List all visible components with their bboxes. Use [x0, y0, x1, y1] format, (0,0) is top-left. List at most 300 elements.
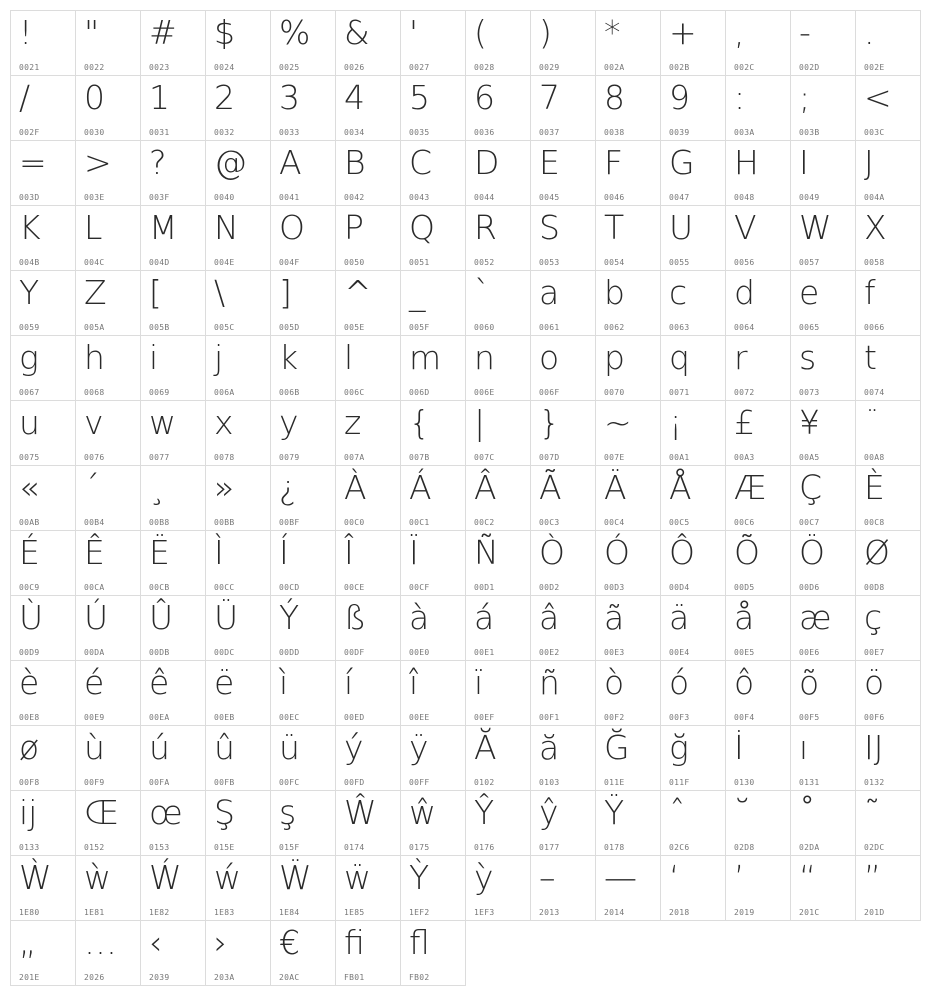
- glyph-cell: [400, 920, 466, 986]
- glyph-cell: [75, 530, 141, 596]
- glyph-code: 005E: [344, 323, 365, 332]
- glyph-code: 201E: [19, 973, 40, 982]
- glyph-char: O: [279, 208, 305, 247]
- glyph-code: 0052: [474, 258, 495, 267]
- glyph-grid: [10, 10, 920, 985]
- glyph-char: }: [539, 403, 560, 442]
- glyph-code: 0036: [474, 128, 495, 137]
- glyph-char: Î: [344, 533, 354, 572]
- glyph-cell: [660, 660, 726, 726]
- glyph-cell: [335, 920, 401, 986]
- glyph-char: Å: [669, 468, 692, 507]
- glyph-cell: [335, 725, 401, 791]
- glyph-code: 004A: [864, 193, 885, 202]
- glyph-char: {: [409, 403, 430, 442]
- glyph-cell: [205, 530, 271, 596]
- glyph-cell: [75, 595, 141, 661]
- glyph-cell: [270, 530, 336, 596]
- glyph-code: 00F3: [669, 713, 690, 722]
- glyph-code: 0030: [84, 128, 105, 137]
- glyph-cell: [855, 270, 921, 336]
- glyph-char: @: [214, 143, 247, 182]
- glyph-code: 0054: [604, 258, 625, 267]
- glyph-cell: [335, 530, 401, 596]
- glyph-code: 00F5: [799, 713, 820, 722]
- glyph-char: õ: [799, 663, 820, 702]
- glyph-cell: [10, 465, 76, 531]
- glyph-cell: [205, 335, 271, 401]
- glyph-code: 00BB: [214, 518, 235, 527]
- glyph-code: 02C6: [669, 843, 690, 852]
- glyph-code: 0132: [864, 778, 885, 787]
- glyph-cell: [660, 205, 726, 271]
- glyph-char: j: [214, 338, 224, 377]
- glyph-code: 0041: [279, 193, 300, 202]
- glyph-cell: [75, 270, 141, 336]
- glyph-char: Û: [149, 598, 174, 637]
- glyph-char: ^: [344, 273, 372, 312]
- glyph-code: 0074: [864, 388, 885, 397]
- glyph-code: 00C6: [734, 518, 755, 527]
- glyph-char: ˜: [864, 793, 881, 832]
- glyph-char: g: [19, 338, 39, 377]
- glyph-char: /: [19, 78, 31, 117]
- glyph-char: Ô: [669, 533, 695, 572]
- glyph-code: 003F: [149, 193, 170, 202]
- glyph-cell: [660, 140, 726, 206]
- glyph-char: è: [19, 663, 40, 702]
- glyph-cell: [10, 400, 76, 466]
- glyph-code: 00E6: [799, 648, 820, 657]
- glyph-char: Ö: [799, 533, 825, 572]
- glyph-cell: [205, 790, 271, 856]
- glyph-cell: [10, 75, 76, 141]
- glyph-cell: [595, 10, 661, 76]
- glyph-cell: [660, 75, 726, 141]
- glyph-char: İ: [734, 728, 744, 767]
- glyph-char: 4: [344, 78, 365, 117]
- glyph-cell: [75, 140, 141, 206]
- glyph-cell: [725, 465, 791, 531]
- glyph-char: [: [149, 273, 162, 312]
- glyph-cell: [855, 10, 921, 76]
- glyph-char: X: [864, 208, 887, 247]
- glyph-char: Ò: [539, 533, 565, 572]
- glyph-char: ã: [604, 598, 625, 637]
- glyph-char: û: [214, 728, 235, 767]
- glyph-cell: [270, 400, 336, 466]
- glyph-cell: [725, 205, 791, 271]
- glyph-code: 0077: [149, 453, 170, 462]
- glyph-code: 0067: [19, 388, 40, 397]
- glyph-char: ê: [149, 663, 170, 702]
- glyph-code: 00CB: [149, 583, 170, 592]
- glyph-char: Ỳ: [409, 858, 430, 897]
- glyph-char: €: [279, 923, 300, 962]
- glyph-code: 00D3: [604, 583, 625, 592]
- glyph-code: 004D: [149, 258, 170, 267]
- glyph-code: 00B8: [149, 518, 170, 527]
- glyph-cell: [270, 335, 336, 401]
- glyph-cell: [335, 10, 401, 76]
- glyph-code: 1E82: [149, 908, 170, 917]
- glyph-cell: [140, 595, 206, 661]
- glyph-code: 00C4: [604, 518, 625, 527]
- glyph-cell: [660, 10, 726, 76]
- glyph-code: 00EA: [149, 713, 170, 722]
- glyph-char: ˘: [734, 793, 751, 832]
- glyph-cell: [400, 595, 466, 661]
- glyph-char: Ğ: [604, 728, 630, 767]
- glyph-char: ă: [539, 728, 560, 767]
- glyph-char: Ç: [799, 468, 823, 507]
- glyph-char: ĳ: [19, 793, 38, 832]
- glyph-code: 0040: [214, 193, 235, 202]
- glyph-cell: [205, 595, 271, 661]
- glyph-char: ‘: [669, 858, 680, 897]
- glyph-char: <: [864, 78, 892, 117]
- glyph-cell: [400, 75, 466, 141]
- glyph-code: 004B: [19, 258, 40, 267]
- glyph-cell: [10, 10, 76, 76]
- glyph-cell: [465, 75, 531, 141]
- glyph-code: 007B: [409, 453, 430, 462]
- glyph-code: 0063: [669, 323, 690, 332]
- glyph-char: Ŷ: [474, 793, 495, 832]
- glyph-char: ﬂ: [409, 923, 430, 962]
- glyph-char: M: [149, 208, 178, 247]
- glyph-code: 0050: [344, 258, 365, 267]
- glyph-code: 0043: [409, 193, 430, 202]
- glyph-code: 2013: [539, 908, 560, 917]
- glyph-char: ¨: [864, 403, 881, 442]
- glyph-code: 00D1: [474, 583, 495, 592]
- glyph-char: ~: [604, 403, 632, 442]
- glyph-cell: [790, 725, 856, 791]
- glyph-cell: [465, 465, 531, 531]
- glyph-char: a: [539, 273, 560, 312]
- glyph-char: Ẃ: [149, 858, 182, 897]
- glyph-cell: [465, 725, 531, 791]
- glyph-code: 002B: [669, 63, 690, 72]
- glyph-char: à: [409, 598, 430, 637]
- glyph-code: 0076: [84, 453, 105, 462]
- glyph-cell: [530, 10, 596, 76]
- glyph-code: 007A: [344, 453, 365, 462]
- glyph-char: W: [799, 208, 832, 247]
- glyph-code: 00CD: [279, 583, 300, 592]
- glyph-cell: [335, 140, 401, 206]
- glyph-cell: [270, 855, 336, 921]
- glyph-char: á: [474, 598, 495, 637]
- glyph-char: >: [84, 143, 112, 182]
- glyph-cell: [465, 140, 531, 206]
- glyph-code: 00B4: [84, 518, 105, 527]
- glyph-char: ý: [344, 728, 364, 767]
- glyph-char: %: [279, 13, 311, 52]
- glyph-char: H: [734, 143, 759, 182]
- glyph-char: Œ: [84, 793, 120, 832]
- glyph-code: 002F: [19, 128, 40, 137]
- glyph-char: â: [539, 598, 560, 637]
- glyph-cell: [790, 595, 856, 661]
- glyph-char: A: [279, 143, 302, 182]
- glyph-code: 00F1: [539, 713, 560, 722]
- glyph-code: 0049: [799, 193, 820, 202]
- glyph-code: 2014: [604, 908, 625, 917]
- glyph-code: 00EE: [409, 713, 430, 722]
- glyph-code: 0032: [214, 128, 235, 137]
- glyph-cell: [530, 400, 596, 466]
- glyph-char: ì: [279, 663, 289, 702]
- glyph-cell: [75, 400, 141, 466]
- glyph-char: |: [474, 403, 486, 442]
- glyph-char: î: [409, 663, 419, 702]
- glyph-code: 2018: [669, 908, 690, 917]
- glyph-cell: [790, 855, 856, 921]
- glyph-cell: [465, 660, 531, 726]
- glyph-cell: [660, 595, 726, 661]
- glyph-char: ,: [734, 13, 745, 52]
- glyph-code: 006A: [214, 388, 235, 397]
- glyph-code: 00C1: [409, 518, 430, 527]
- glyph-code: 0059: [19, 323, 40, 332]
- glyph-cell: [530, 595, 596, 661]
- glyph-code: 0038: [604, 128, 625, 137]
- glyph-cell: [530, 855, 596, 921]
- glyph-code: 0029: [539, 63, 560, 72]
- glyph-char: 7: [539, 78, 560, 117]
- glyph-cell: [10, 660, 76, 726]
- glyph-char: :: [734, 78, 746, 117]
- glyph-code: 0042: [344, 193, 365, 202]
- glyph-code: 00C9: [19, 583, 40, 592]
- glyph-cell: [270, 270, 336, 336]
- glyph-cell: [10, 855, 76, 921]
- glyph-char: 6: [474, 78, 495, 117]
- glyph-code: 0025: [279, 63, 300, 72]
- glyph-code: 005B: [149, 323, 170, 332]
- glyph-cell: [270, 10, 336, 76]
- glyph-cell: [205, 920, 271, 986]
- glyph-cell: [530, 530, 596, 596]
- glyph-cell: [725, 400, 791, 466]
- glyph-cell: [725, 10, 791, 76]
- glyph-code: 0034: [344, 128, 365, 137]
- glyph-cell: [790, 205, 856, 271]
- glyph-code: 002A: [604, 63, 625, 72]
- glyph-code: 00F4: [734, 713, 755, 722]
- glyph-char: Ý: [279, 598, 300, 637]
- glyph-cell: [790, 75, 856, 141]
- glyph-char: G: [669, 143, 695, 182]
- glyph-char: F: [604, 143, 623, 182]
- glyph-cell: [140, 75, 206, 141]
- glyph-cell: [400, 10, 466, 76]
- glyph-char: +: [669, 13, 697, 52]
- glyph-char: U: [669, 208, 694, 247]
- glyph-cell: [530, 335, 596, 401]
- glyph-code: 1E85: [344, 908, 365, 917]
- glyph-code: 002C: [734, 63, 755, 72]
- glyph-char: Â: [474, 468, 497, 507]
- glyph-code: 004C: [84, 258, 105, 267]
- glyph-code: 015E: [214, 843, 235, 852]
- glyph-code: 00FC: [279, 778, 300, 787]
- glyph-code: 004F: [279, 258, 300, 267]
- glyph-cell: [400, 855, 466, 921]
- glyph-code: 0152: [84, 843, 105, 852]
- glyph-cell: [400, 530, 466, 596]
- glyph-code: 0071: [669, 388, 690, 397]
- glyph-code: 00EC: [279, 713, 300, 722]
- glyph-cell: [595, 205, 661, 271]
- glyph-char: „: [19, 923, 37, 962]
- glyph-code: 0078: [214, 453, 235, 462]
- glyph-code: 20AC: [279, 973, 300, 982]
- glyph-cell: [855, 530, 921, 596]
- glyph-code: 007E: [604, 453, 625, 462]
- glyph-cell: [725, 595, 791, 661]
- glyph-char: B: [344, 143, 366, 182]
- glyph-cell: [855, 205, 921, 271]
- glyph-char: Ÿ: [604, 793, 625, 832]
- glyph-char: _: [409, 273, 426, 312]
- glyph-cell: [855, 595, 921, 661]
- glyph-char: ¡: [669, 403, 683, 442]
- glyph-cell: [270, 790, 336, 856]
- glyph-cell: [660, 465, 726, 531]
- glyph-code: 0023: [149, 63, 170, 72]
- glyph-code: 0075: [19, 453, 40, 462]
- glyph-code: 006C: [344, 388, 365, 397]
- glyph-char: $: [214, 13, 235, 52]
- glyph-char: 3: [279, 78, 300, 117]
- glyph-char: #: [149, 13, 177, 52]
- glyph-code: 006E: [474, 388, 495, 397]
- glyph-cell: [335, 75, 401, 141]
- glyph-code: 00C0: [344, 518, 365, 527]
- glyph-char: 5: [409, 78, 430, 117]
- glyph-cell: [595, 530, 661, 596]
- glyph-char: R: [474, 208, 497, 247]
- glyph-code: 00E7: [864, 648, 885, 657]
- glyph-code: 00A1: [669, 453, 690, 462]
- glyph-cell: [205, 270, 271, 336]
- glyph-cell: [335, 790, 401, 856]
- glyph-code: 0176: [474, 843, 495, 852]
- glyph-cell: [595, 335, 661, 401]
- glyph-cell: [855, 855, 921, 921]
- glyph-cell: [270, 920, 336, 986]
- glyph-char: ;: [799, 78, 811, 117]
- glyph-cell: [790, 335, 856, 401]
- glyph-char: Ẁ: [19, 858, 52, 897]
- glyph-code: 0048: [734, 193, 755, 202]
- glyph-char: ẃ: [214, 858, 241, 897]
- glyph-cell: [205, 140, 271, 206]
- glyph-code: 0131: [799, 778, 820, 787]
- glyph-code: 0175: [409, 843, 430, 852]
- glyph-code: 00DF: [344, 648, 365, 657]
- glyph-char: ë: [214, 663, 235, 702]
- glyph-code: 1EF3: [474, 908, 495, 917]
- glyph-char: u: [19, 403, 40, 442]
- glyph-code: 003A: [734, 128, 755, 137]
- glyph-cell: [10, 335, 76, 401]
- glyph-code: 00F8: [19, 778, 40, 787]
- glyph-code: 00EF: [474, 713, 495, 722]
- glyph-code: 00E5: [734, 648, 755, 657]
- glyph-code: 003C: [864, 128, 885, 137]
- glyph-cell: [790, 530, 856, 596]
- glyph-cell: [725, 790, 791, 856]
- glyph-char: ẅ: [344, 858, 371, 897]
- glyph-char: ú: [149, 728, 170, 767]
- glyph-cell: [270, 205, 336, 271]
- glyph-cell: [400, 400, 466, 466]
- glyph-cell: [10, 530, 76, 596]
- glyph-char: p: [604, 338, 625, 377]
- glyph-cell: [140, 335, 206, 401]
- glyph-cell: [75, 660, 141, 726]
- glyph-char: f: [864, 273, 876, 312]
- glyph-cell: [75, 205, 141, 271]
- glyph-cell: [400, 790, 466, 856]
- glyph-code: 005D: [279, 323, 300, 332]
- glyph-cell: [335, 595, 401, 661]
- glyph-cell: [75, 10, 141, 76]
- glyph-char: ó: [669, 663, 690, 702]
- glyph-code: 0026: [344, 63, 365, 72]
- glyph-code: 02DA: [799, 843, 820, 852]
- glyph-cell: [140, 530, 206, 596]
- glyph-cell: [595, 660, 661, 726]
- glyph-cell: [595, 790, 661, 856]
- glyph-char: ‹: [149, 923, 163, 962]
- glyph-char: ı: [799, 728, 809, 767]
- glyph-cell: [400, 660, 466, 726]
- glyph-cell: [725, 270, 791, 336]
- glyph-code: 0051: [409, 258, 430, 267]
- glyph-char: ¿: [279, 468, 297, 507]
- glyph-char: –: [539, 858, 556, 897]
- glyph-code: 02DC: [864, 843, 885, 852]
- glyph-code: 2019: [734, 908, 755, 917]
- glyph-cell: [790, 270, 856, 336]
- glyph-cell: [725, 660, 791, 726]
- glyph-char: z: [344, 403, 362, 442]
- glyph-code: 00E3: [604, 648, 625, 657]
- glyph-char: Ã: [539, 468, 562, 507]
- glyph-code: 003E: [84, 193, 105, 202]
- glyph-char: À: [344, 468, 367, 507]
- glyph-code: 005A: [84, 323, 105, 332]
- glyph-code: 0045: [539, 193, 560, 202]
- glyph-code: 0047: [669, 193, 690, 202]
- glyph-char: í: [344, 663, 354, 702]
- glyph-code: 007C: [474, 453, 495, 462]
- glyph-char: b: [604, 273, 625, 312]
- glyph-cell: [530, 270, 596, 336]
- glyph-char: œ: [149, 793, 183, 832]
- glyph-char: T: [604, 208, 625, 247]
- glyph-cell: [75, 75, 141, 141]
- glyph-char: ø: [19, 728, 40, 767]
- glyph-char: Z: [84, 273, 107, 312]
- glyph-char: 9: [669, 78, 690, 117]
- glyph-code: 00E8: [19, 713, 40, 722]
